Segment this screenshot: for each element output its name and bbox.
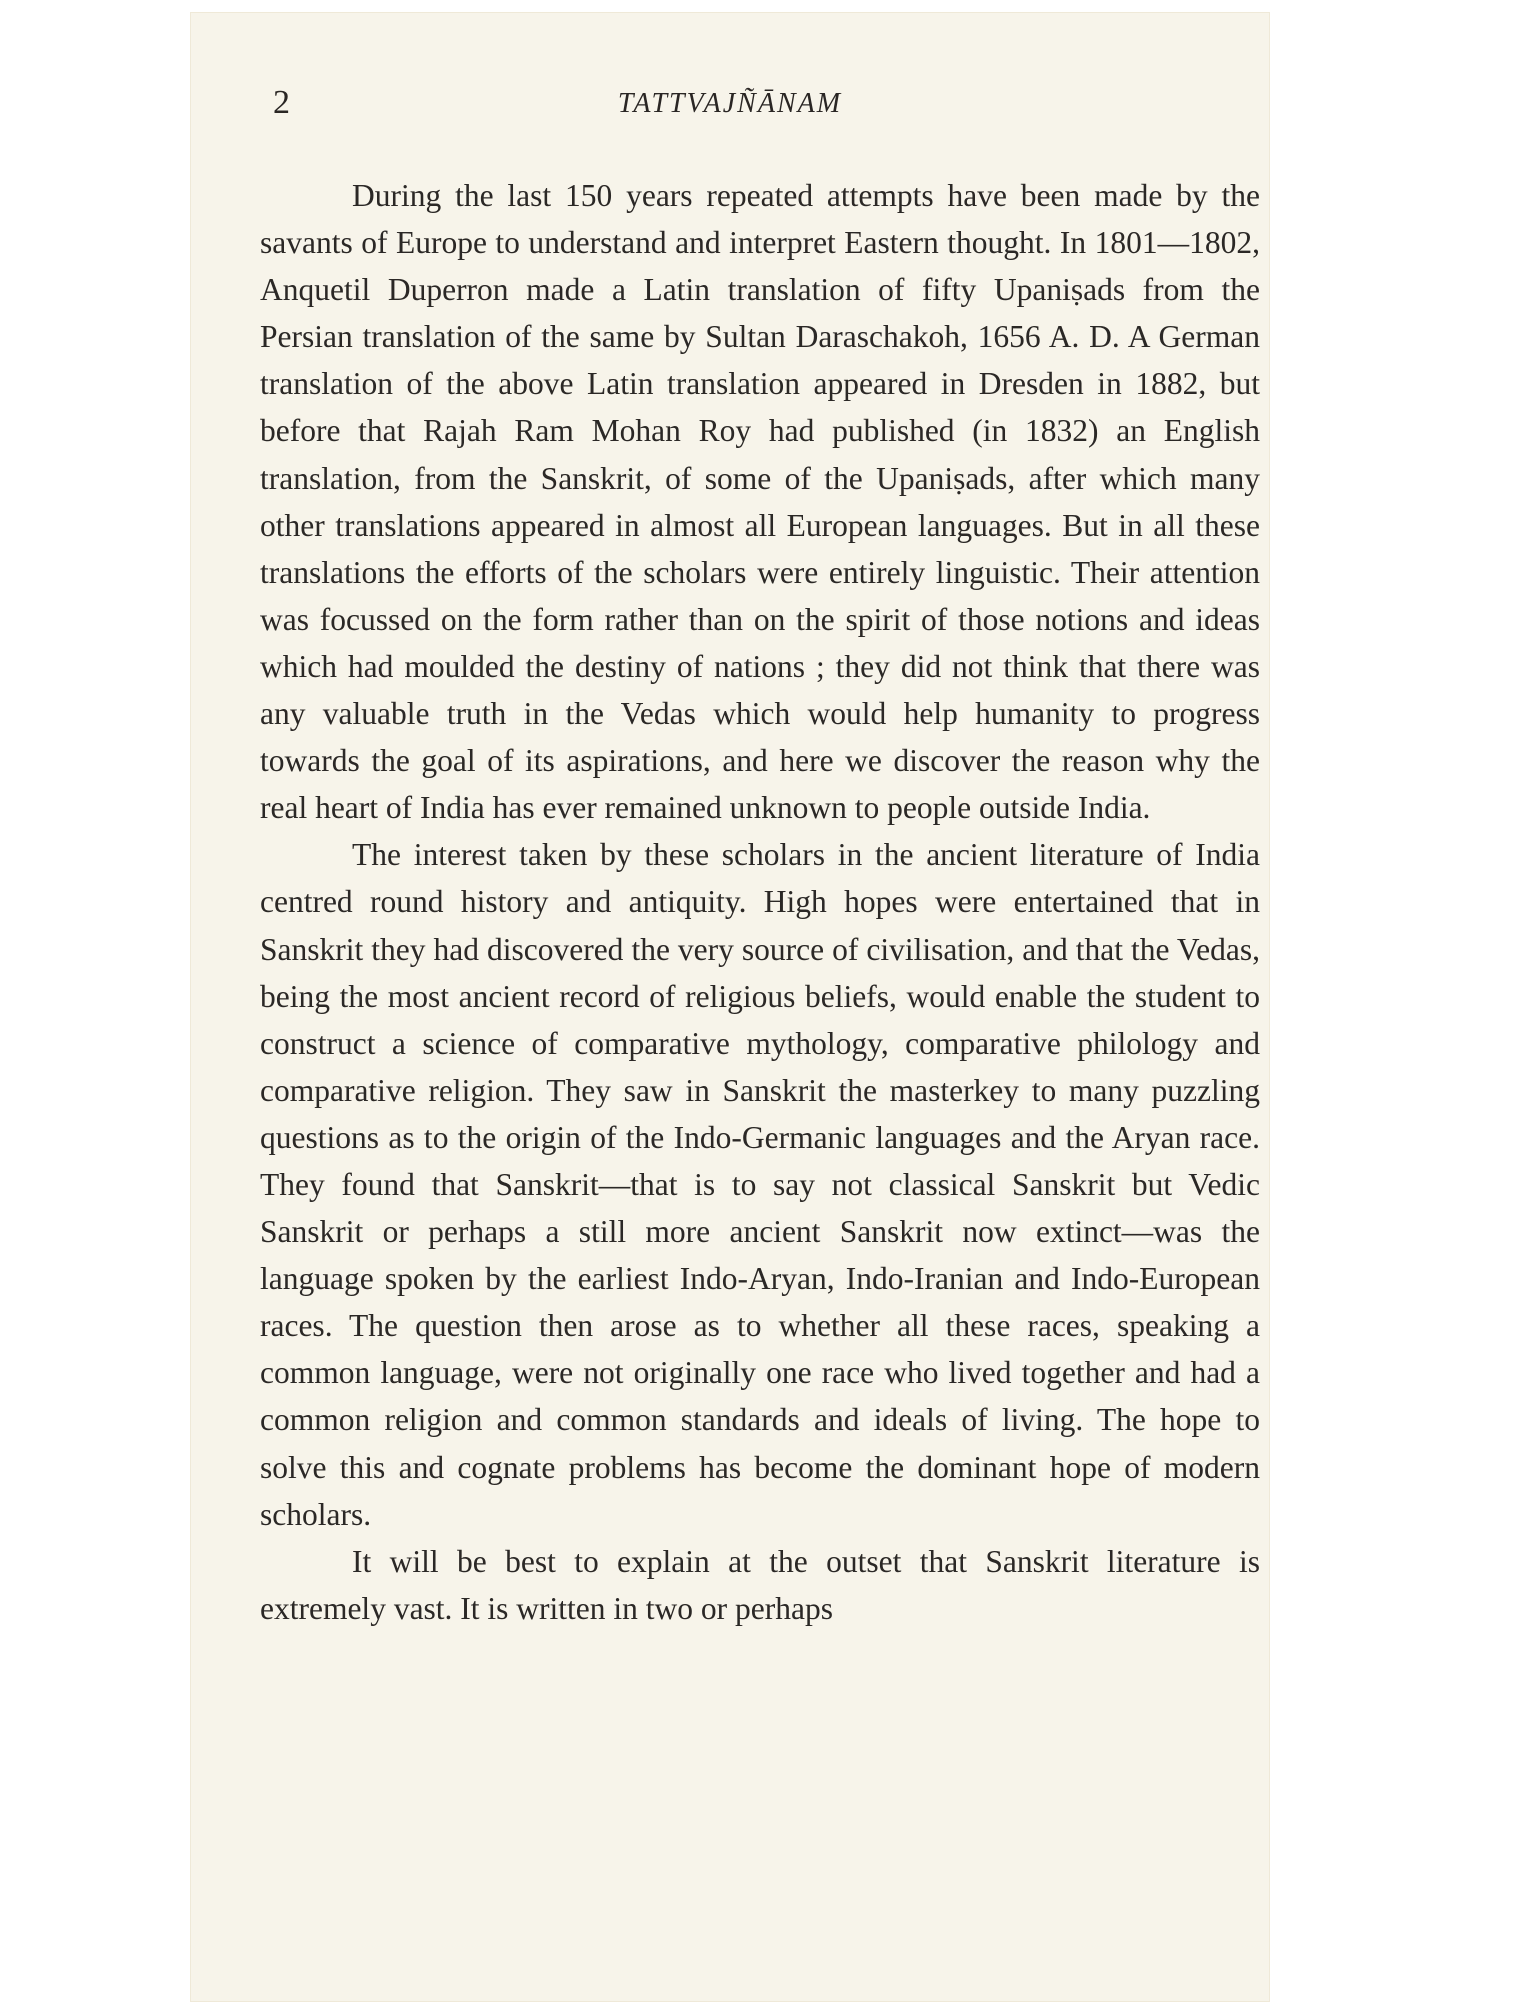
book-page xyxy=(190,12,1270,2002)
paragraph: It will be best to explain at the outset that Sanskrit literature is extremely vast. It is written in two or perhaps xyxy=(260,1543,1260,1626)
page-header xyxy=(190,84,1270,134)
running-title: TATTVAJÑĀNAM xyxy=(617,88,843,119)
paragraph: During the last 150 years repeated attempts have been made by the savants of Europe to understand and interpret Eastern thought. In 1801—1802, Anquetil Duperron made a Latin translation of fifty Upaniṣads from the Persian translation of the same by Sultan Daraschakoh, 1656 A. D. A German translation of the above Latin translation appeared in Dresden in 1882, but before that Rajah Ram Mohan Roy had published (in 1832) an English translation, from the Sanskrit, of some of the Upaniṣads, after which many other translations appeared in almost all European languages. But in all these translations the efforts of the scholars were entirely linguistic. Their attention was focussed on the form rather than on the spirit of those notions and ideas which had moulded the destiny of nations ; they did not think that there was any valuable truth in the Vedas which would help humanity to progress towards the goal of its aspirations, and here we discover the reason why the real heart of India has ever remained unknown to people outside India. xyxy=(260,178,1260,826)
body-text xyxy=(260,172,1260,1632)
page-number: 2 xyxy=(273,84,290,121)
paragraph: The interest taken by these scholars in the ancient literature of India centred round history and antiquity. High hopes were entertained that in Sanskrit they had discovered the very source of civilisation, and that the Vedas, being the most ancient record of religious beliefs, would enable the student to construct a science of comparative mythology, comparative philology and comparative religion. They saw in Sanskrit the masterkey to many puzzling questions as to the origin of the Indo-Germanic languages and the Aryan race. They found that Sanskrit—that is to say not classical Sanskrit but Vedic Sanskrit or perhaps a still more ancient Sanskrit now extinct—was the language spoken by the earliest Indo-Aryan, Indo-Iranian and Indo-European races. The question then arose as to whether all these races, speaking a common language, were not originally one race who lived together and had a common religion and common standards and ideals of living. The hope to solve this and cognate problems has become the dominant hope of modern scholars. xyxy=(260,837,1260,1532)
